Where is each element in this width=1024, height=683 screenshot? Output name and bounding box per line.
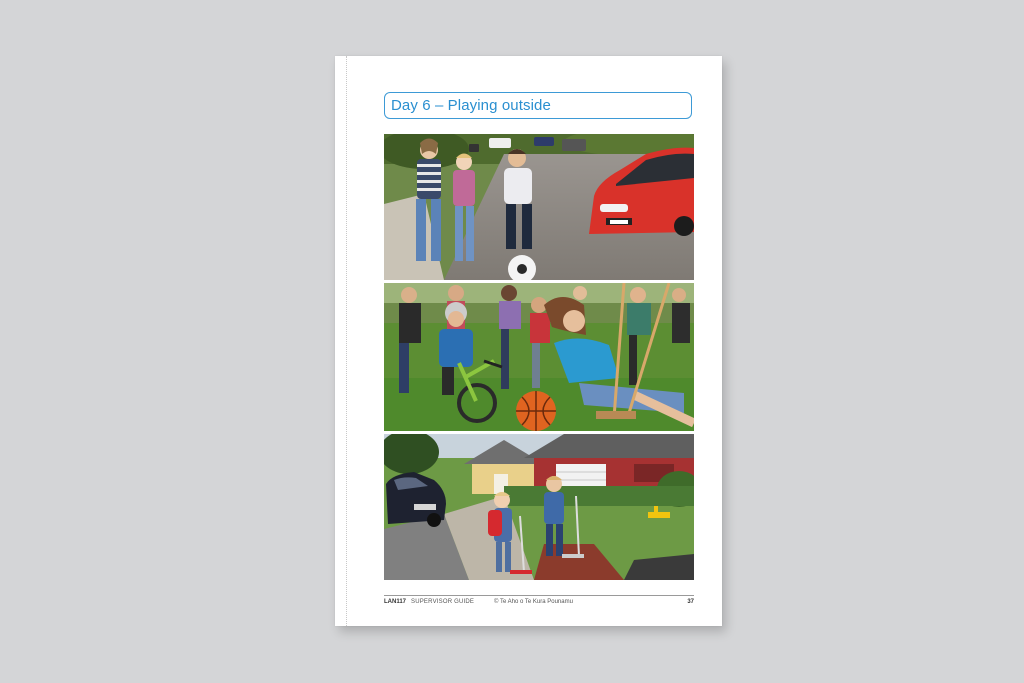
guide-label: SUPERVISOR GUIDE (411, 599, 475, 605)
children-playing-in-park-photo (384, 283, 694, 431)
copyright-notice: © Te Aho o Te Kura Pounamu (494, 599, 573, 605)
page-number: 37 (687, 599, 694, 605)
park-scene-illustration (384, 283, 694, 431)
page-title: Day 6 – Playing outside (391, 97, 551, 114)
binding-edge (346, 56, 347, 626)
children-kicking-ball-on-street-photo (384, 134, 694, 280)
document-page (335, 56, 722, 626)
basketball (516, 391, 556, 431)
driveway-scene-illustration (384, 434, 694, 580)
page-footer (384, 599, 694, 609)
children-with-scooters-on-driveway-photo (384, 434, 694, 580)
title-box (384, 92, 692, 119)
street-scene-illustration (384, 134, 694, 280)
course-code: LAN117 (384, 599, 407, 605)
footer-rule (384, 595, 694, 596)
